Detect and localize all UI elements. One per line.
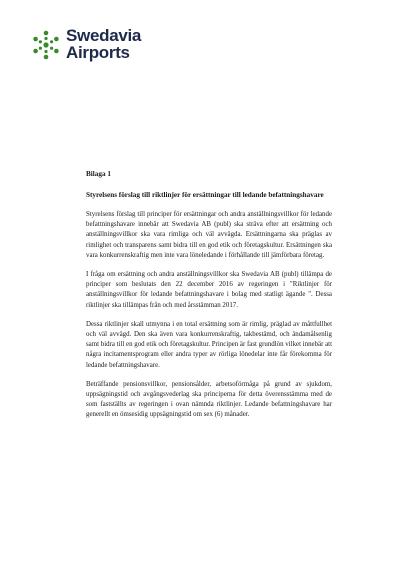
paragraph-4: Beträffande pensionsvillkor, pensionsålder, arbetsoförmåga på grund av sjukdom, uppsägningstid och avgångsvederlag ska principerna för detta överensstämma med de som fastställts av regeringen i ovan nämnda riktlinjer. Ledande befattningshavare har generellt en ömsesidig uppsägningstid om sex (6) månader. [86, 380, 332, 419]
document-title: Styrelsens förslag till riktlinjer för ersättningar till ledande befattningshavare [86, 191, 324, 199]
snowflake-symbol-icon [30, 29, 62, 61]
logo-line-1: Swedavia [66, 26, 142, 45]
document-heading: Bilaga 1 [86, 170, 111, 178]
paragraph-3: Dessa riktlinjer skall utmynna i en total ersättning som är rimlig, präglad av måttfullhet och väl avvägd. Den ska även vara konkurrenskraftig, takbestämd, och ändamålsenlig samt bidra till en god etik och företagskultur. Principen är fast grundlön vilket innebär att några incitamentsprogram eller andra typer av rörliga lönedelar inte får förekomma för ledande befattningshavare. [86, 320, 332, 369]
paragraph-2: I fråga om ersättning och andra anställningsvillkor ska Swedavia AB (publ) tillämpa de principer som beslutats den 22 december 2016 av regeringen i "Riktlinjer för anställningsvillkor för ledande befattningshavare i bolag med statligt ägande ". Dessa riktlinjer ska tillämpas från och med årsstämman 2017. [86, 271, 332, 309]
logo-wordmark [66, 27, 141, 61]
document-body [86, 170, 332, 430]
swedavia-airports-logo [30, 27, 150, 71]
paragraph-1: Styrelsens förslag till principer för ersättningar och andra anställningsvillkor för ledande befattningshavare innebär att Swedavia AB (publ) ska sträva efter att ersättning och anställningsvillkor ska vara rimliga och väl avvägda. Ersättningarna ska präglas av rimlighet och transparens samt bidra till en god etik och företagskultur. Ersättningen ska vara konkurrenskraftig men inte vara löneledande i förhållande till jämförbara företag. [86, 211, 332, 259]
logo-line-2: Airports [66, 43, 130, 62]
